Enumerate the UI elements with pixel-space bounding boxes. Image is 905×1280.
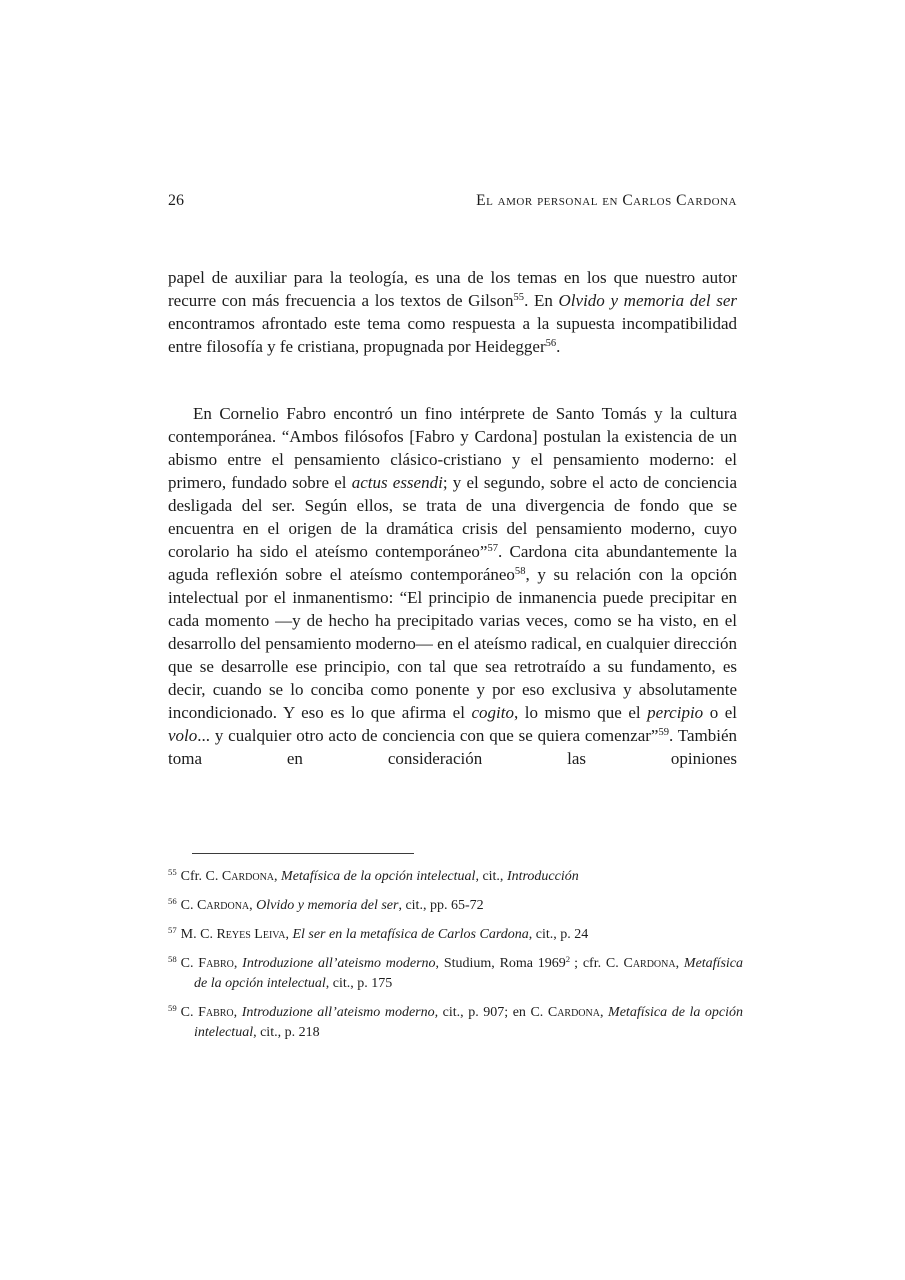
footnote <box>168 1003 743 1043</box>
footnote <box>168 896 743 916</box>
footnote-text: C. Cardona, Olvido y memoria del ser, cit., pp. 65-72 <box>180 898 484 913</box>
page-number: 26 <box>168 192 184 209</box>
body-text <box>168 266 737 770</box>
footnote-number: 55 <box>168 867 177 878</box>
page-header <box>168 192 737 210</box>
footnote-text: C. Fabro, Introduzione all’ateismo moderno, cit., p. 907; en C. Cardona, Metafísica de la opción intelectual, cit., p. 218 <box>180 1005 744 1040</box>
footnote <box>168 925 743 945</box>
footnote-text: Cfr. C. Cardona, Metafísica de la opción intelectual, cit., Introducción <box>180 869 579 884</box>
footnote-number: 57 <box>168 925 177 936</box>
footnotes-section <box>168 853 743 1043</box>
paragraph: papel de auxiliar para la teología, es una de los temas en los que nuestro autor recurre con más frecuencia a los textos de Gilson$^{55}$. En Olvido y memoria del ser encontramos afrontado este tema como respuesta a la supuesta incompatibilidad entre filosofía y fe cristiana, propugnada por Heidegger$^{56}$. <box>168 268 737 356</box>
footnote-text: C. Fabro, Introduzione all’ateismo moderno, Studium, Roma 1969$^2$ ; cfr. C. Cardona, Metafísica de la opción intelectual, cit., p. 175 <box>180 954 744 991</box>
running-title: El amor personal en Carlos Cardona <box>476 192 737 209</box>
footnote <box>168 867 743 887</box>
footnote-separator <box>192 853 414 854</box>
footnote-number: 56 <box>168 896 177 907</box>
footnote-number: 58 <box>168 954 177 965</box>
footnote <box>168 954 743 994</box>
paragraph: En Cornelio Fabro encontró un fino intérprete de Santo Tomás y la cultura contemporánea. “Ambos filósofos [Fabro y Cardona] postulan la existencia de un abismo entre el pensamiento clásico-cristiano y el pensamiento moderno: el primero, fundado sobre el actus essendi; y el segundo, sobre el acto de conciencia desligada del ser. Según ellos, se trata de una divergencia de fondo que se encuentra en el origen de la dramática crisis del pensamiento moderno, cuyo corolario ha sido el ateísmo contemporáneo”$^{57}$. Cardona cita abundantemente la aguda reflexión sobre el ateísmo contemporáneo$^{58}$, y su relación con la opción intelectual por el inmanentismo: “El principio de inmanencia puede precipitar en cada momento —y de hecho ha precipitado varias veces, como se ha visto, en el desarrollo del pensamiento moderno— en el ateísmo radical, en cualquier dirección que se desarrolle ese principio, con tal que sea retrotraído a su fundamento, es decir, cuando se lo conciba como ponente y por eso exclusiva y absolutamente incondicionado. Y eso es lo que afirma el cogito, lo mismo que el percipio o el volo... y cualquier otro acto de conciencia con que se quiera comenzar”$^{59}$. También toma en consideración las opiniones <box>168 404 737 768</box>
footnote-text: M. C. Reyes Leiva, El ser en la metafísica de Carlos Cardona, cit., p. 24 <box>180 927 589 942</box>
footnote-number: 59 <box>168 1003 177 1014</box>
